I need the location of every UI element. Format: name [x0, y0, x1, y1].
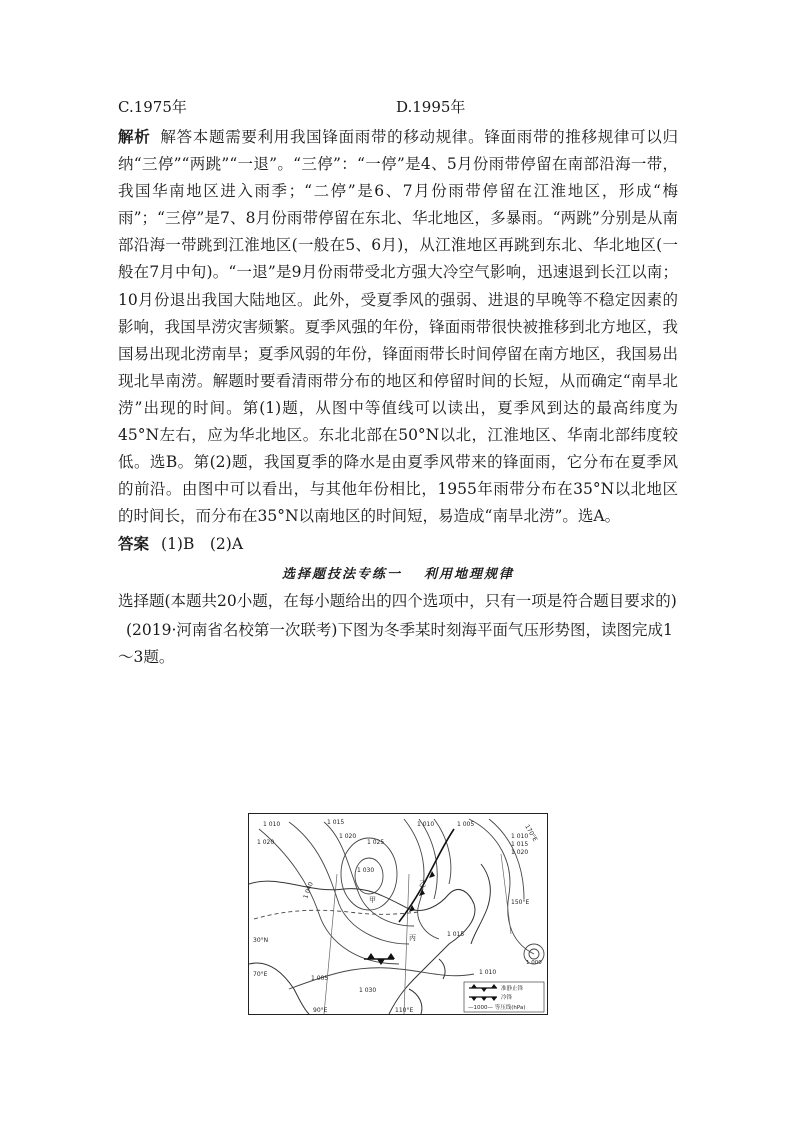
answer-options [118, 95, 678, 119]
stationary-front-mark [367, 953, 375, 959]
longitude-90e [324, 874, 337, 1014]
isobar-label: 1 020 [339, 833, 357, 840]
answer-label: 答案 [118, 534, 150, 554]
label-1005: 1 005 [311, 975, 329, 982]
label-bing: 丙 [409, 934, 416, 942]
coastline-taiwan [439, 959, 445, 979]
label-1015: 1 015 [447, 931, 465, 938]
isobar-label: 1 025 [367, 839, 385, 846]
question-intro: 选择题(本题共20小题，在每小题给出的四个选项中，只有一项是符合题目要求的) [118, 592, 677, 611]
label-90e: 90°E [313, 1007, 328, 1014]
stationary-front-mark [387, 953, 395, 959]
legend-cold-label: 冷锋 [501, 995, 513, 1001]
label-1010: 1 010 [479, 969, 497, 976]
isobar-label: 1 010 [511, 833, 529, 840]
label-jia: 甲 [369, 896, 376, 904]
legend-isobar-label: —1000— 等压线(hPa) [468, 1005, 526, 1011]
label-yi: 乙 [419, 880, 426, 888]
section-title [118, 564, 678, 586]
isobar-line [404, 819, 439, 939]
section-title-part2: 利用地理规律 [424, 567, 515, 583]
label-150e: 150°E [511, 899, 530, 906]
label-110e: 110°E [395, 1007, 414, 1014]
isobar-label: 1 020 [511, 849, 529, 856]
option-d: D.1995年 [396, 98, 466, 116]
isobar-label: 1 010 [263, 821, 281, 828]
latitude-dashed [254, 910, 419, 919]
label-170e: 170°E [523, 823, 539, 843]
isobar-label: 1 010 [417, 821, 435, 828]
isobar-line [489, 819, 524, 899]
isobar-label: 1 020 [257, 839, 275, 846]
isobar-label: 1 015 [327, 819, 345, 826]
page-content [118, 95, 678, 671]
analysis-label: 解析 [118, 127, 151, 146]
isobar-high-inner [355, 858, 383, 894]
longitude-150e [501, 854, 511, 934]
answer-line [118, 530, 678, 558]
isobar-line [259, 829, 399, 964]
option-c: C.1975年 [118, 98, 187, 116]
pressure-map-figure [248, 813, 548, 1015]
question-source: (2019·河南省名校第一次联考)下图为冬季某时刻海平面气压形势图，读图完成1～3题。 [118, 621, 673, 667]
coastline-east-asia [249, 881, 475, 1014]
label-1030b: 1 030 [359, 987, 377, 994]
legend-stationary-label: 准静止锋 [501, 986, 524, 992]
label-1030: 1 030 [357, 867, 375, 874]
map-legend [464, 982, 544, 1012]
section-title-part1: 选择题技法专练一 [281, 567, 402, 583]
pressure-map-svg [249, 814, 547, 1014]
isobar-label: 1 015 [511, 841, 529, 848]
label-1040: 1 040 [302, 881, 315, 900]
isobar-label: 1 005 [457, 821, 475, 828]
label-1000: 1 000 [526, 960, 542, 966]
label-70e: 70°E [253, 971, 268, 978]
analysis-paragraph [118, 123, 678, 530]
isobar-line [434, 819, 451, 884]
label-30n: 30°N [253, 937, 269, 944]
answer-text: (1)B (2)A [161, 535, 244, 554]
analysis-text: 解答本题需要利用我国锋面雨带的移动规律。锋面雨带的推移规律可以归纳“三停”“两跳”“一退”。“三停”：“一停”是4、5月份雨带停留在南部沿海一带，我国华南地区进入雨季；“二停”是6、7月份雨带停留在江淮地区，形成“梅雨”；“三停”是7、8月份雨带停留在东北、华北地区，多暴雨。“两跳”分别是从南部沿海一带跳到江淮地区(一般在5、6月)，从江淮地区再跳到东北、华北地区(一般在7月中旬)。“一退”是9月份雨带受北方强大冷空气影响，迅速退到长江以南；10月份退出我国大陆地区。此外，受夏季风的强弱、进退的早晚等不稳定因素的影响，我国旱涝灾害频繁。夏季风强的年份，锋面雨带很快被推移到北方地区，我国易出现北涝南旱；夏季风弱的年份，锋面雨带长时间停留在南方地区，我国易出现北旱南涝。解题时要看清雨带分布的地区和停留时间的长短，从而确定“南旱北涝”出现的时间。第(1)题，从图中等值线可以读出，夏季风到达的最高纬度为45°N左右，应为华北地区。东北北部在50°N以北，江淮地区、华南北部纬度较低。选B。第(2)题，我国夏季的降水是由夏季风带来的锋面雨，它分布在夏季风的前沿。由图中可以看出，与其他年份相比，1955年雨带分布在35°N以北地区的时间长，而分布在35°N以南地区的时间短，易造成“南旱北涝”。选A。 [118, 128, 678, 526]
